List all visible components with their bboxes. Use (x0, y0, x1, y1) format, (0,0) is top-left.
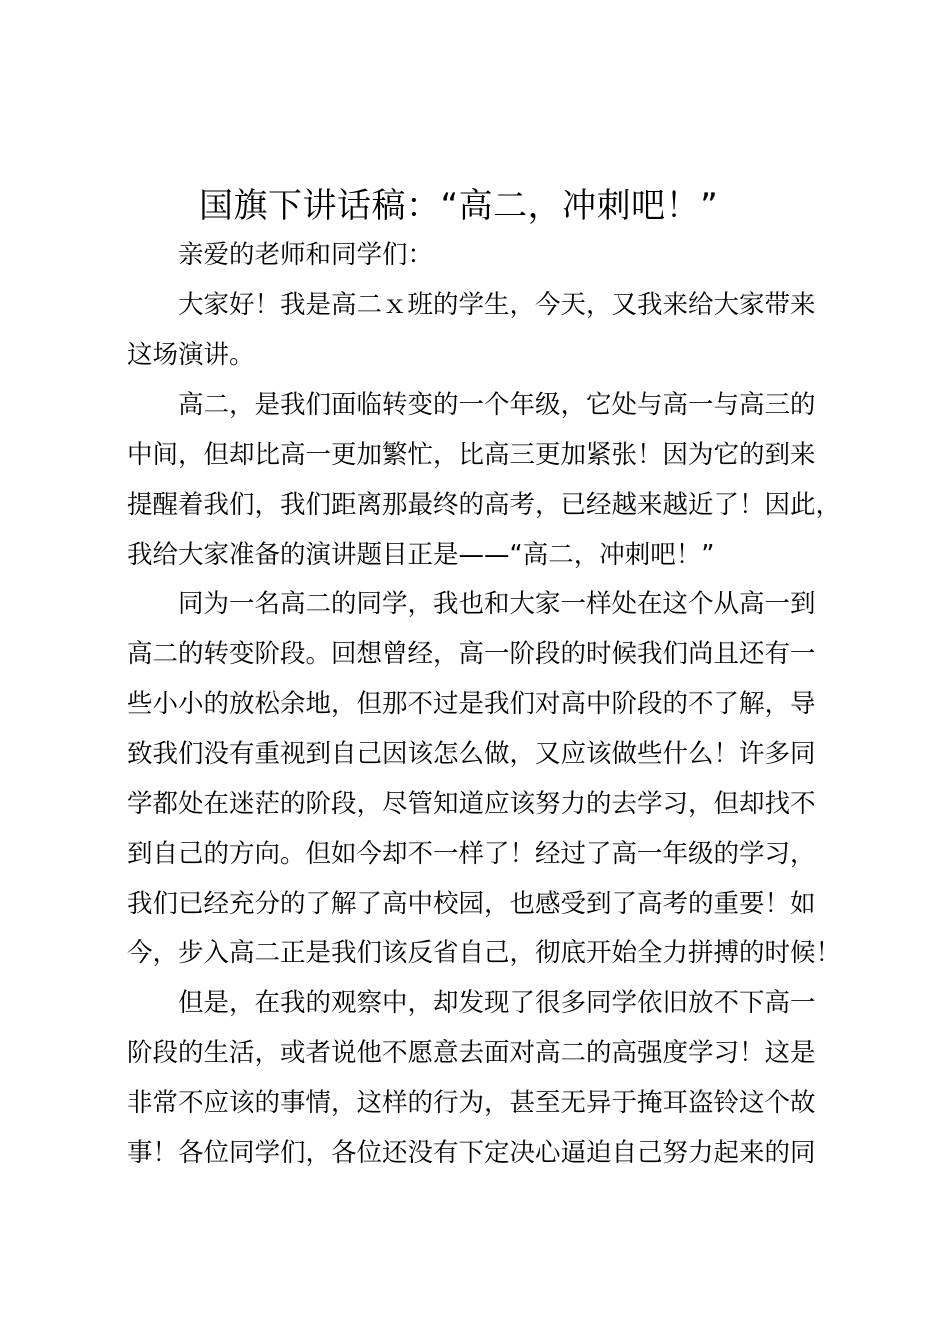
paragraph-line: 非常不应该的事情，这样的行为，甚至无异于掩耳盗铃这个故 (127, 1088, 816, 1118)
document-title: 国旗下讲话稿：“高二，冲刺吧！” (199, 186, 719, 226)
paragraph-line: 中间，但却比高一更加繁忙，比高三更加紧张！因为它的到来 (127, 440, 816, 470)
paragraph-line: 大家好！我是高二ｘ班的学生，今天，又我来给大家带来 (127, 290, 816, 320)
paragraph-line: 我给大家准备的演讲题目正是——“高二，冲刺吧！” (127, 540, 715, 570)
paragraph-line: 阶段的生活，或者说他不愿意去面对高二的高强度学习！这是 (127, 1038, 816, 1068)
paragraph-line: 学都处在迷茫的阶段，尽管知道应该努力的去学习，但却找不 (127, 789, 816, 819)
paragraph-line: 提醒着我们，我们距离那最终的高考，已经越来越近了！因此， (127, 490, 842, 520)
paragraph-line: 些小小的放松余地，但那不过是我们对高中阶段的不了解，导 (127, 689, 816, 719)
paragraph-line: 同为一名高二的同学，我也和大家一样处在这个从高一到 (127, 589, 816, 619)
paragraph-line: 亲爱的老师和同学们： (127, 240, 434, 270)
paragraph-line: 但是，在我的观察中，却发现了很多同学依旧放不下高一 (127, 988, 816, 1018)
paragraph-line: 到自己的方向。但如今却不一样了！经过了高一年级的学习， (127, 839, 816, 869)
paragraph-line: 致我们没有重视到自己因该怎么做，又应该做些什么！许多同 (127, 739, 816, 769)
paragraph-line: 我们已经充分的了解了高中校园，也感受到了高考的重要！如 (127, 889, 816, 919)
paragraph-line: 高二，是我们面临转变的一个年级，它处与高一与高三的 (127, 390, 816, 420)
paragraph-line: 事！各位同学们，各位还没有下定决心逼迫自己努力起来的同 (127, 1138, 816, 1168)
paragraph-line: 高二的转变阶段。回想曾经，高一阶段的时候我们尚且还有一 (127, 639, 816, 669)
paragraph-line: 这场演讲。 (127, 340, 255, 370)
paragraph-line: 今，步入高二正是我们该反省自己，彻底开始全力拼搏的时候！ (127, 938, 842, 968)
